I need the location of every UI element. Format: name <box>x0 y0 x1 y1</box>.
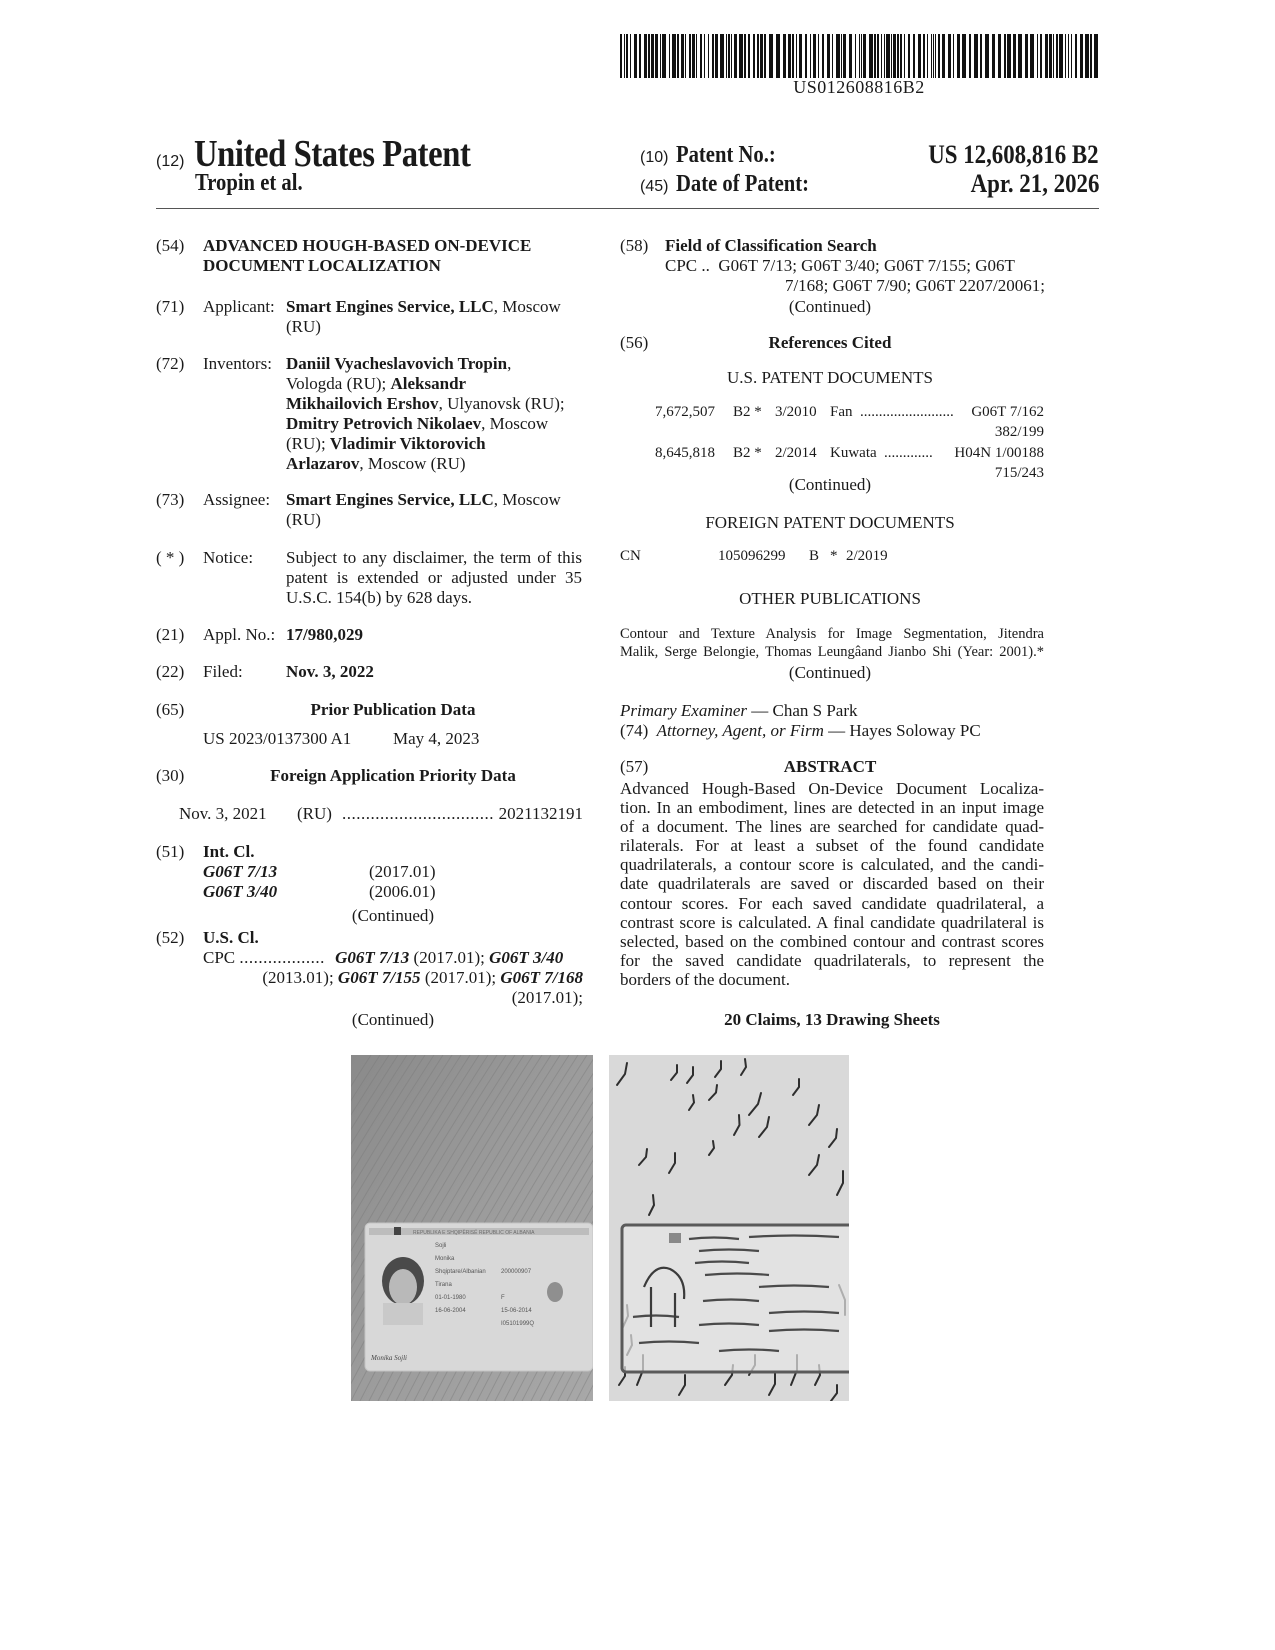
abstract-line: Advanced Hough-Based On-Device Document Localiza- <box>620 779 1044 798</box>
patent-number-row <box>640 142 1099 169</box>
figure-detected-lines <box>609 1055 849 1401</box>
foreign-doc-row <box>620 548 1060 565</box>
card-field-text: 01-01-1980 <box>435 1295 466 1301</box>
barcode-bar <box>757 34 759 78</box>
barcode-bar <box>692 34 695 78</box>
barcode-bar <box>1059 34 1063 78</box>
publication-line: Malik, Serge Belongie, Thomas Leungâand Jianbo Shi (Year: 2001).* <box>620 644 1044 660</box>
assignee-label: Assignee: <box>203 490 271 509</box>
abstract-text <box>620 779 1044 989</box>
patent-no-value: US 12,608,816 B2 <box>928 140 1099 169</box>
barcode-bar <box>998 34 1001 78</box>
dot-leader: .................. <box>239 948 325 967</box>
us-patent-docs-table <box>620 402 1044 484</box>
attorney-label: Attorney, Agent, or Firm <box>656 721 824 740</box>
barcode-bar <box>985 34 989 78</box>
bold-run: Aleksandr <box>390 374 467 393</box>
inventor-line <box>286 354 596 374</box>
notice-label: Notice: <box>203 548 254 567</box>
barcode-bar <box>818 34 819 78</box>
appl-no-label: Appl. No.: <box>203 625 276 644</box>
doc-us-classification: 715/243 <box>994 465 1044 481</box>
barcode-bar <box>948 34 951 78</box>
dot-leader: ................................ <box>342 804 494 823</box>
card-field-text: I05101999Q <box>501 1321 535 1327</box>
barcode-bar <box>1004 34 1006 78</box>
int-cl-field <box>156 842 596 925</box>
barcode-bar <box>655 34 658 78</box>
barcode-bar <box>662 34 666 78</box>
barcode-bar <box>827 34 830 78</box>
barcode-bar <box>1049 34 1052 78</box>
inventor-line <box>286 394 596 414</box>
barcode-bar <box>931 34 932 78</box>
assignee-location: , Moscow <box>493 490 561 509</box>
field-of-search <box>620 236 1100 316</box>
attorney-name: Hayes Soloway PC <box>849 721 981 740</box>
patent-type-title: United States Patent <box>194 133 471 175</box>
barcode-bar <box>728 34 730 78</box>
barcode-bar <box>681 34 684 78</box>
barcode-bar <box>908 34 910 78</box>
barcode-bar <box>1037 34 1038 78</box>
bold-run: G06T 7/168 <box>500 968 583 987</box>
dot-leader: ......................... <box>860 404 954 420</box>
barcode-bar <box>689 34 691 78</box>
references-heading: References Cited <box>768 333 892 352</box>
foreign-priority-row <box>179 804 583 824</box>
card-field-text: Tirana <box>435 1282 452 1288</box>
card-field-text: 15-06-2014 <box>501 1308 532 1314</box>
field-code: (54) <box>156 236 185 255</box>
barcode-bar <box>1025 34 1028 78</box>
filed-label: Filed: <box>203 662 243 681</box>
foreign-doc-date: 2/2019 <box>846 548 888 564</box>
barcode-bar <box>841 34 842 78</box>
barcode-bar <box>1013 34 1016 78</box>
barcode-bar <box>810 34 811 78</box>
priority-country: (RU) <box>297 804 332 823</box>
assignee-name: Smart Engines Service, LLC <box>286 490 494 509</box>
bold-run: G06T 3/40 <box>489 948 564 967</box>
barcode-bar <box>753 34 755 78</box>
barcode-bar <box>776 34 780 78</box>
us-cl-field <box>156 928 596 1029</box>
card-field-text: Monika <box>435 1256 455 1262</box>
prior-publication-number: US 2023/0137300 A1 <box>203 729 352 748</box>
id-card-signature: Monika Sojli <box>371 1354 407 1362</box>
examiner-name: Chan S Park <box>772 701 858 720</box>
field-code: (73) <box>156 490 185 509</box>
prior-publication-date: May 4, 2023 <box>393 729 480 748</box>
abstract-line: of a document. The lines are searched for candidate quad- <box>620 817 1044 837</box>
barcode-bar <box>900 34 902 78</box>
patent-date-code: (45) <box>640 178 669 195</box>
barcode-bar <box>918 34 921 78</box>
field-code: (22) <box>156 662 185 681</box>
barcode-bar <box>764 34 766 78</box>
barcode-bar <box>869 34 873 78</box>
us-cl-continued[interactable]: (Continued) <box>351 1010 435 1029</box>
barcode-bar <box>1030 34 1034 78</box>
barcode-bar <box>886 34 890 78</box>
text-run: (2017.01); <box>409 948 490 967</box>
field-search-line-2: 7/168; G06T 7/90; G06T 2207/20061; <box>784 276 1045 295</box>
abstract-line: date quadrilaterals are saved or discarded based on their <box>620 874 1044 894</box>
figure-input-photo <box>351 1055 593 1401</box>
barcode-bar <box>822 34 824 78</box>
inventor-line <box>286 454 596 474</box>
barcode-bar <box>788 34 791 78</box>
cpc-prefix: CPC <box>203 948 236 967</box>
barcode-bar <box>624 34 625 78</box>
field-search-continued[interactable]: (Continued) <box>788 297 872 316</box>
bold-run: Vladimir Viktorovich <box>329 434 486 453</box>
barcode-bar <box>1040 34 1042 78</box>
barcode-bar <box>913 34 915 78</box>
foreign-docs-heading: FOREIGN PATENT DOCUMENTS <box>705 513 955 532</box>
barcode-bar <box>769 34 773 78</box>
abstract-line: rilaterals. For at least a subset of the found candidate <box>620 836 1044 856</box>
doc-kind: B2 * <box>733 445 762 461</box>
barcode-bar <box>651 34 654 78</box>
doc-date: 3/2010 <box>775 404 817 420</box>
barcode-bar <box>700 34 702 78</box>
inventors-field <box>156 354 596 473</box>
abstract-line: tion. In an embodiment, lines are detected in an input image <box>620 798 1044 818</box>
barcode-bar <box>884 34 885 78</box>
applicant-name: Smart Engines Service, LLC <box>286 297 494 316</box>
other-publication <box>620 625 1044 661</box>
title-line-2: DOCUMENT LOCALIZATION <box>203 256 441 275</box>
prior-publication-heading: Prior Publication Data <box>310 700 476 719</box>
barcode-bar <box>957 34 960 78</box>
abstract-line: selected, based on the combined contour and contrast scores <box>620 931 1044 951</box>
id-card-header-text: REPUBLIKA E SHQIPËRISË REPUBLIC OF ALBANIA <box>413 1230 535 1236</box>
appl-no-value: 17/980,029 <box>286 625 363 644</box>
claims-summary: 20 Claims, 13 Drawing Sheets <box>724 1010 940 1029</box>
barcode-bar <box>904 34 905 78</box>
id-card <box>365 1223 593 1371</box>
barcode-bar <box>748 34 750 78</box>
barcode-bar <box>630 34 631 78</box>
barcode-bar <box>849 34 852 78</box>
barcode-bar <box>677 34 679 78</box>
first-inventor: Tropin et al. <box>195 170 303 196</box>
int-cl-version: (2017.01) <box>369 862 436 881</box>
barcode-bar <box>731 34 732 78</box>
bold-run: Mikhailovich Ershov <box>286 394 439 413</box>
int-cl-continued[interactable]: (Continued) <box>351 906 435 925</box>
field-code: (51) <box>156 842 185 861</box>
barcode-bar <box>715 34 718 78</box>
foreign-doc-star: * <box>830 548 838 564</box>
barcode-bar <box>805 34 807 78</box>
barcode-bar <box>832 34 833 78</box>
barcode-bar <box>720 34 724 78</box>
doc-number: 7,672,507 <box>655 404 715 420</box>
emblem-outline <box>669 1233 681 1243</box>
filed-field <box>156 662 596 682</box>
patent-barcode <box>620 34 1098 78</box>
patent-type-code: (12) <box>156 153 185 170</box>
barcode-bar <box>783 34 786 78</box>
barcode-bar <box>942 34 945 78</box>
barcode-bar <box>696 34 697 78</box>
barcode-bar <box>744 34 746 78</box>
header-divider <box>156 208 1099 209</box>
abstract-line: contour scores. For each saved candidate quadrilateral, a <box>620 893 1044 913</box>
barcode-bar <box>1053 34 1054 78</box>
barcode-bar <box>1090 34 1092 78</box>
text-run: , Moscow (RU) <box>359 454 466 473</box>
barcode-bar <box>953 34 954 78</box>
barcode-bar <box>1045 34 1048 78</box>
inventor-line <box>286 434 596 454</box>
inventors-label: Inventors: <box>203 354 272 373</box>
bold-run: G06T 7/155 <box>337 968 421 987</box>
field-code: (74) <box>620 721 649 740</box>
barcode-bar <box>704 34 705 78</box>
bold-run: Daniil Vyacheslavovich Tropin <box>286 354 508 373</box>
barcode-bar <box>1065 34 1066 78</box>
field-code: (57) <box>620 757 649 776</box>
int-cl-class: G06T 7/13 <box>203 862 278 881</box>
barcode-bar <box>855 34 856 78</box>
abstract-header <box>620 757 1060 777</box>
inventor-line <box>286 374 596 394</box>
barcode-bar <box>634 34 637 78</box>
int-cl-version: (2006.01) <box>369 882 436 901</box>
filed-value: Nov. 3, 2022 <box>286 662 374 681</box>
barcode-bar <box>969 34 971 78</box>
appl-no-field <box>156 625 596 645</box>
barcode-bar <box>1068 34 1069 78</box>
doc-date: 2/2014 <box>775 445 817 461</box>
notice-line: patent is extended or adjusted under 35 <box>286 568 582 587</box>
notice-field <box>156 548 596 607</box>
field-code: (30) <box>156 766 185 785</box>
field-code: (58) <box>620 236 649 255</box>
barcode-bar <box>933 34 934 78</box>
examiner-label: Primary Examiner <box>620 701 748 720</box>
barcode-bar <box>626 34 628 78</box>
title-field <box>156 236 596 275</box>
text-run: Vologda (RU); <box>286 374 391 393</box>
text-run: , Ulyanovsk (RU); <box>438 394 565 413</box>
barcode-bar <box>1007 34 1011 78</box>
title-line-1: ADVANCED HOUGH-BASED ON-DEVICE <box>203 236 532 255</box>
abstract-line: for the saved candidate quadrilaterals, to represent the <box>620 950 1044 970</box>
applicant-location: , Moscow <box>493 297 561 316</box>
us-cl-heading: U.S. Cl. <box>203 928 259 947</box>
field-code: ( * ) <box>156 548 185 567</box>
barcode-bar <box>660 34 661 78</box>
barcode-bar <box>1094 34 1098 78</box>
inventors-list <box>286 354 596 474</box>
barcode-bar <box>980 34 982 78</box>
other-pubs-continued[interactable]: (Continued) <box>788 663 872 682</box>
bold-run: Arlazarov <box>286 454 360 473</box>
barcode-bar <box>1075 34 1077 78</box>
barcode-bar <box>1018 34 1022 78</box>
applicant-field <box>156 297 596 336</box>
portrait-shoulders <box>383 1303 423 1325</box>
barcode-bar <box>877 34 879 78</box>
barcode-bar <box>843 34 846 78</box>
text-run: (RU); <box>286 434 330 453</box>
barcode-bar <box>938 34 940 78</box>
bold-run: Dmitry Petrovich Nikolaev <box>286 414 482 433</box>
patent-no-code: (10) <box>640 149 669 166</box>
barcode-bar <box>974 34 978 78</box>
us-patent-docs-continued[interactable]: (Continued) <box>788 475 872 494</box>
primary-examiner <box>620 701 1060 721</box>
doc-us-classification: 382/199 <box>994 424 1044 440</box>
prior-publication-field <box>156 700 596 748</box>
other-pubs-heading: OTHER PUBLICATIONS <box>739 589 921 608</box>
barcode-bar <box>874 34 876 78</box>
barcode-bar <box>893 34 896 78</box>
card-field-text: F <box>501 1295 505 1301</box>
dash: — <box>823 721 850 740</box>
int-cl-class: G06T 3/40 <box>203 882 278 901</box>
barcode-bar <box>639 34 641 78</box>
barcode-bar <box>881 34 882 78</box>
barcode-bar <box>648 34 650 78</box>
bold-run: G06T 7/13 <box>335 948 410 967</box>
barcode-bar <box>644 34 647 78</box>
barcode-bar <box>712 34 714 78</box>
barcode-bar <box>685 34 686 78</box>
foreign-doc-number: 105096299 <box>718 548 786 564</box>
foreign-doc-kind: B <box>809 548 820 564</box>
card-field-text: Shqiptare/Albanian <box>435 1269 486 1275</box>
abstract-line: contrast score is calculated. A final candidate quadrilateral is <box>620 912 1044 932</box>
dot-leader: ............. <box>884 445 933 461</box>
card-field-text: Sojli <box>435 1243 447 1249</box>
field-code: (72) <box>156 354 185 373</box>
us-cl-line-3: (2017.01); <box>511 988 583 1007</box>
barcode-bar <box>734 34 737 78</box>
assignee-field <box>156 490 596 529</box>
barcode-bar <box>836 34 840 78</box>
barcode-bar <box>863 34 866 78</box>
field-code: (52) <box>156 928 185 947</box>
barcode-bar <box>859 34 860 78</box>
barcode-bar <box>1085 34 1089 78</box>
us-patent-doc-row <box>620 402 1044 443</box>
us-patent-docs-heading: U.S. PATENT DOCUMENTS <box>727 368 933 387</box>
barcode-bar <box>1080 34 1083 78</box>
assignee-country: (RU) <box>286 510 321 529</box>
text-run: , Moscow <box>481 414 549 433</box>
doc-inventor: Kuwata <box>830 445 877 461</box>
barcode-bar <box>708 34 709 78</box>
field-search-heading: Field of Classification Search <box>665 236 877 255</box>
field-code: (21) <box>156 625 185 644</box>
notice-line: Subject to any disclaimer, the term of this <box>286 548 582 567</box>
patent-date-row <box>640 171 1099 198</box>
field-code: (56) <box>620 333 649 352</box>
applicant-label: Applicant: <box>203 297 275 316</box>
text-run: (2017.01); <box>420 968 501 987</box>
barcode-bar <box>992 34 995 78</box>
barcode-bar <box>792 34 794 78</box>
publication-line: Contour and Texture Analysis for Image Segmentation, Jitendra <box>620 626 1044 642</box>
foreign-priority-heading: Foreign Application Priority Data <box>270 766 516 785</box>
int-cl-heading: Int. Cl. <box>203 842 255 861</box>
notice-line: U.S.C. 154(b) by 628 days. <box>286 588 473 607</box>
dash: — <box>747 701 773 720</box>
barcode-bar <box>861 34 862 78</box>
references-cited <box>620 333 1100 353</box>
barcode-bar <box>813 34 816 78</box>
barcode-bar <box>962 34 966 78</box>
barcode-bar <box>669 34 670 78</box>
text-run: (2013.01); <box>262 968 338 987</box>
abstract-line: quadrilaterals, a contour score is calculated, and the candi- <box>620 855 1044 875</box>
barcode-bar <box>923 34 925 78</box>
us-cl-line-2 <box>262 968 583 988</box>
abstract-line: borders of the document. <box>620 969 790 989</box>
inventor-line <box>286 414 596 434</box>
foreign-doc-country: CN <box>620 548 641 564</box>
portrait-face <box>389 1269 417 1305</box>
applicant-country: (RU) <box>286 317 321 336</box>
barcode-bar <box>1056 34 1058 78</box>
barcode-bar <box>891 34 892 78</box>
barcode-bar <box>739 34 743 78</box>
barcode-bar <box>927 34 928 78</box>
doc-classification: G06T 7/162 <box>971 404 1044 420</box>
barcode-bar <box>799 34 802 78</box>
priority-number: 2021132191 <box>498 804 583 823</box>
barcode-bar <box>760 34 763 78</box>
field-code: (71) <box>156 297 185 316</box>
barcode-bar <box>796 34 797 78</box>
foreign-priority-field <box>156 766 596 823</box>
card-field-text: 16-06-2004 <box>435 1308 466 1314</box>
patent-no-label: Patent No.: <box>676 142 777 168</box>
barcode-bar <box>897 34 899 78</box>
us-cl-line-1 <box>203 948 583 968</box>
doc-kind: B2 * <box>733 404 762 420</box>
doc-classification: H04N 1/00188 <box>954 445 1044 461</box>
field-code: (65) <box>156 700 185 719</box>
field-search-line-1: CPC .. G06T 7/13; G06T 3/40; G06T 7/155; G06T <box>665 256 1015 275</box>
patent-date-value: Apr. 21, 2026 <box>970 169 1099 198</box>
patent-date-label: Date of Patent: <box>676 171 810 197</box>
eagle-emblem <box>394 1227 401 1235</box>
barcode-bar <box>935 34 936 78</box>
barcode-bar <box>726 34 727 78</box>
text-run: , <box>507 354 512 373</box>
barcode-bar <box>1071 34 1072 78</box>
attorney <box>620 721 1060 741</box>
barcode-bar <box>620 34 622 78</box>
card-field-text: 200000907 <box>501 1269 532 1275</box>
doc-inventor: Fan <box>830 404 853 420</box>
barcode-number: US012608816B2 <box>793 77 925 97</box>
ghost-portrait <box>547 1282 563 1302</box>
priority-date: Nov. 3, 2021 <box>179 804 267 823</box>
barcode-bar <box>672 34 676 78</box>
doc-number: 8,645,818 <box>655 445 715 461</box>
abstract-heading: ABSTRACT <box>783 757 877 776</box>
